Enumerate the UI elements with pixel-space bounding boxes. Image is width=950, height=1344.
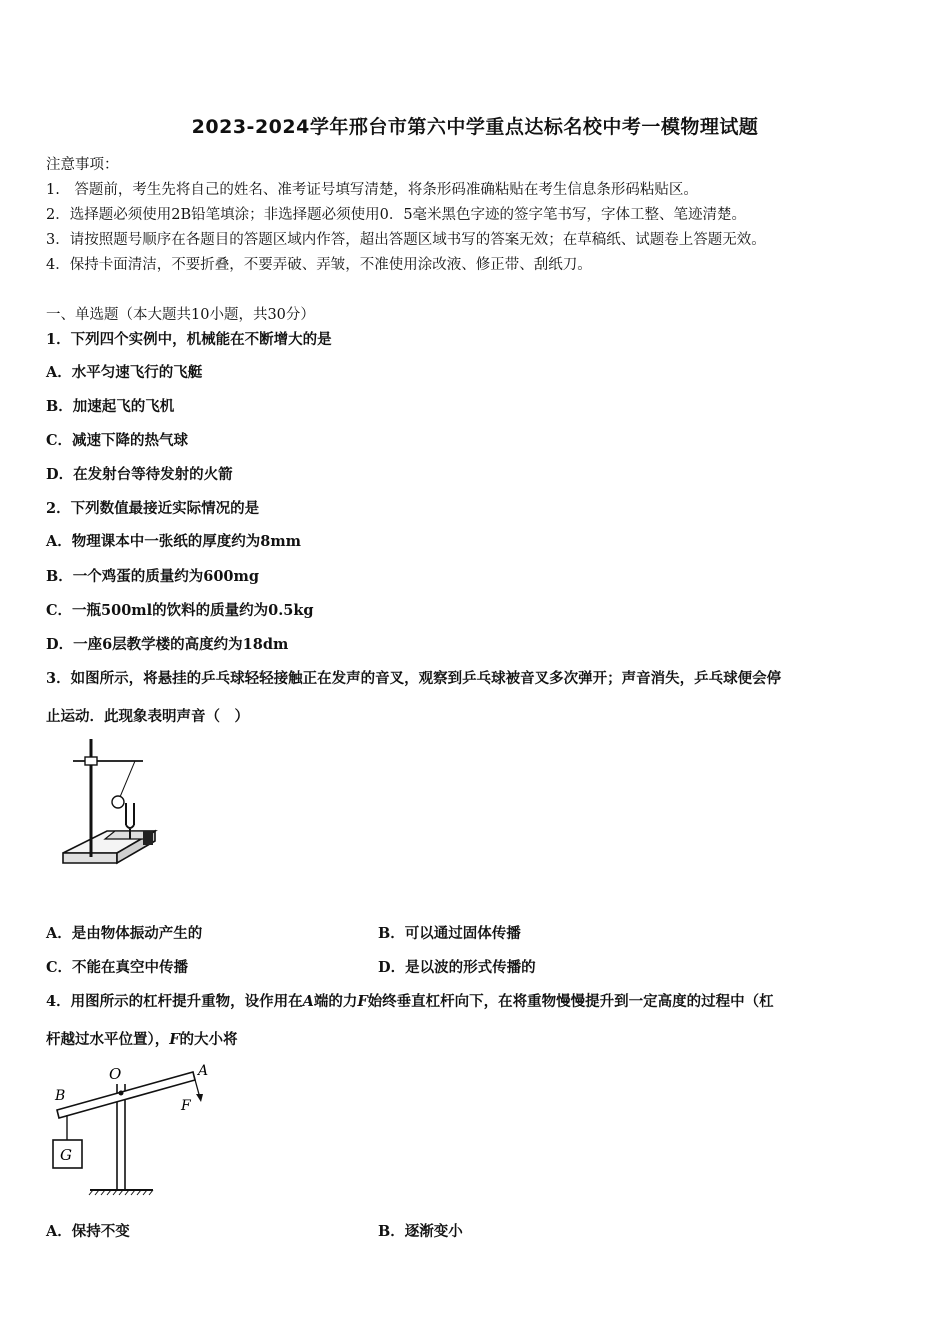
notice-heading: 注意事项： (46, 157, 119, 173)
label-f: F (181, 1098, 191, 1114)
q4-option-b: B．逐渐变小 (378, 1223, 463, 1240)
q1-option-b: B．加速起飞的飞机 (46, 398, 175, 415)
q1-option-c: C．减速下降的热气球 (46, 432, 189, 449)
label-o: O (109, 1065, 122, 1083)
q2-option-c: C．一瓶500ml的饮料的质量约为0.5kg (46, 602, 314, 619)
label-b: B (55, 1088, 66, 1104)
pivot (119, 1091, 124, 1096)
variable-a: A (302, 993, 314, 1010)
label-a: A (198, 1063, 209, 1079)
question-3-stem-line2: 止运动．此现象表明声音（ ） (46, 708, 249, 725)
tuning-fork-figure (55, 735, 165, 885)
q4-option-a: A．保持不变 (46, 1223, 130, 1240)
question-1-stem: 1．下列四个实例中，机械能在不断增大的是 (46, 331, 332, 348)
notice-item: 2．选择题必须使用2B铅笔填涂；非选择题必须使用0．5毫米黑色字迹的签字笔书写，字体工整、笔迹清楚。 (46, 207, 747, 223)
question-4-stem-line2: 杆越过水平位置），F的大小将 (46, 1031, 238, 1048)
question-2-stem: 2．下列数值最接近实际情况的是 (46, 500, 260, 517)
q1-option-a: A．水平匀速飞行的飞艇 (46, 364, 203, 381)
q3-option-d: D．是以波的形式传播的 (378, 959, 536, 976)
variable-f: F (357, 993, 368, 1010)
q3-option-c: C．不能在真空中传播 (46, 959, 189, 976)
q2-option-a: A．物理课本中一张纸的厚度约为8mm (46, 533, 302, 550)
box-end (143, 831, 153, 845)
ping-pong-ball (112, 796, 124, 808)
q1-option-d: D．在发射台等待发射的火箭 (46, 466, 233, 483)
label-g: G (60, 1146, 72, 1164)
question-3-stem-line1: 3．如图所示，将悬挂的乒乓球轻轻接触正在发声的音叉，观察到乒乓球被音叉多次弹开；声音消失，乒乓球便会停 (46, 670, 782, 687)
notice-item: 4．保持卡面清洁，不要折叠，不要弄破、弄皱，不准使用涂改液、修正带、刮纸刀。 (46, 257, 592, 273)
variable-f: F (169, 1031, 180, 1048)
thread (120, 761, 135, 797)
notice-item: 1. 答题前，考生先将自己的姓名、准考证号填写清楚，将条形码准确粘贴在考生信息条形码粘贴区。 (46, 182, 698, 198)
q2-option-b: B．一个鸡蛋的质量约为600mg (46, 568, 260, 585)
q2-option-d: D．一座6层教学楼的高度约为18dm (46, 636, 289, 653)
lever-figure (45, 1058, 225, 1198)
page-title: 2023-2024学年邢台市第六中学重点达标名校中考一模物理试题 (191, 116, 759, 138)
section-heading: 一、单选题（本大题共10小题，共30分） (46, 307, 315, 323)
question-4-stem-line1: 4．用图所示的杠杆提升重物，设作用在A端的力F始终垂直杠杆向下，在将重物慢慢提升到一定高度的过程中（杠 (46, 993, 774, 1010)
notice-item: 3．请按照题号顺序在各题目的答题区域内作答，超出答题区域书写的答案无效；在草稿纸、试题卷上答题无效。 (46, 232, 766, 248)
q3-option-a: A．是由物体振动产生的 (46, 925, 203, 942)
lever (57, 1072, 195, 1118)
q3-option-b: B．可以通过固体传播 (378, 925, 521, 942)
